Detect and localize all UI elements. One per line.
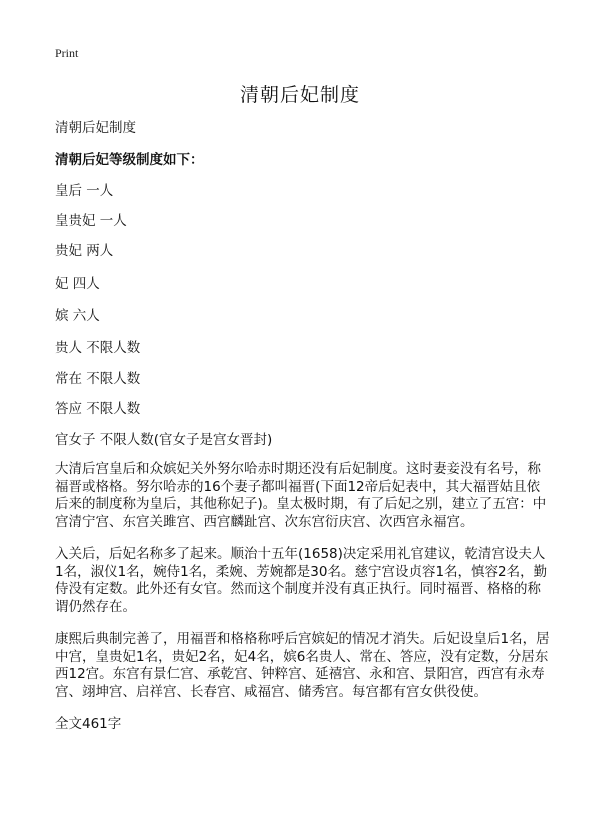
rank-item: 嫔 六人 [55,308,100,324]
rank-item: 答应 不限人数 [55,401,141,417]
rank-item: 皇后 一人 [55,183,114,199]
page-title: 清朝后妃制度 [239,84,360,106]
word-count: 全文461字 [55,716,122,732]
rank-item: 贵妃 两人 [55,243,114,259]
rank-item: 常在 不限人数 [55,371,141,387]
body-paragraph: 入关后，后妃名称多了起来。顺治十五年(1658)决定采用礼官建议，乾清宫设夫人1名，淑仪1名，婉侍1名，柔婉、芳婉都是30名。慈宁宫设贞容1名，慎容2名，勤侍没有定数。此外还有女官。然而这个制度并没有真正执行。同时福晋、格格的称谓仍然存在。 [55,546,548,615]
body-paragraph: 大清后宫皇后和众嫔妃关外努尔哈赤时期还没有后妃制度。这时妻妾没有名号，称福晋或格格。努尔哈赤的16个妻子都叫福晋(下面12帝后妃表中，其大福晋姑且依后来的制度称为皇后，其他称妃子)。皇太极时期，有了后妃之别，建立了五宫：中宫清宁宫、东宫关雎宫、西宫麟趾宫、次东宫衍庆宫、次西宫永福宫。 [55,461,547,530]
rank-item: 妃 四人 [55,276,100,292]
document-subtitle: 清朝后妃制度 [55,120,136,136]
ranks-heading: 清朝后妃等级制度如下： [55,152,204,168]
rank-item: 皇贵妃 一人 [55,213,127,229]
rank-item: 官女子 不限人数(官女子是宫女晋封) [55,432,273,448]
body-paragraph: 康熙后典制完善了，用福晋和格格称呼后宫嫔妃的情况才消失。后妃设皇后1名，居中宫，皇贵妃1名，贵妃2名，妃4名，嫔6名贵人、常在、答应，没有定数，分居东西12宫。东宫有景仁宫、承乾宫、钟粹宫、延禧宫、永和宫、景阳宫，西宫有永寿宫、翊坤宫、启祥宫、长春宫、咸福宫、储秀宫。每宫都有宫女供役使。 [55,631,550,700]
rank-item: 贵人 不限人数 [55,340,141,356]
print-label: Print [55,46,79,60]
